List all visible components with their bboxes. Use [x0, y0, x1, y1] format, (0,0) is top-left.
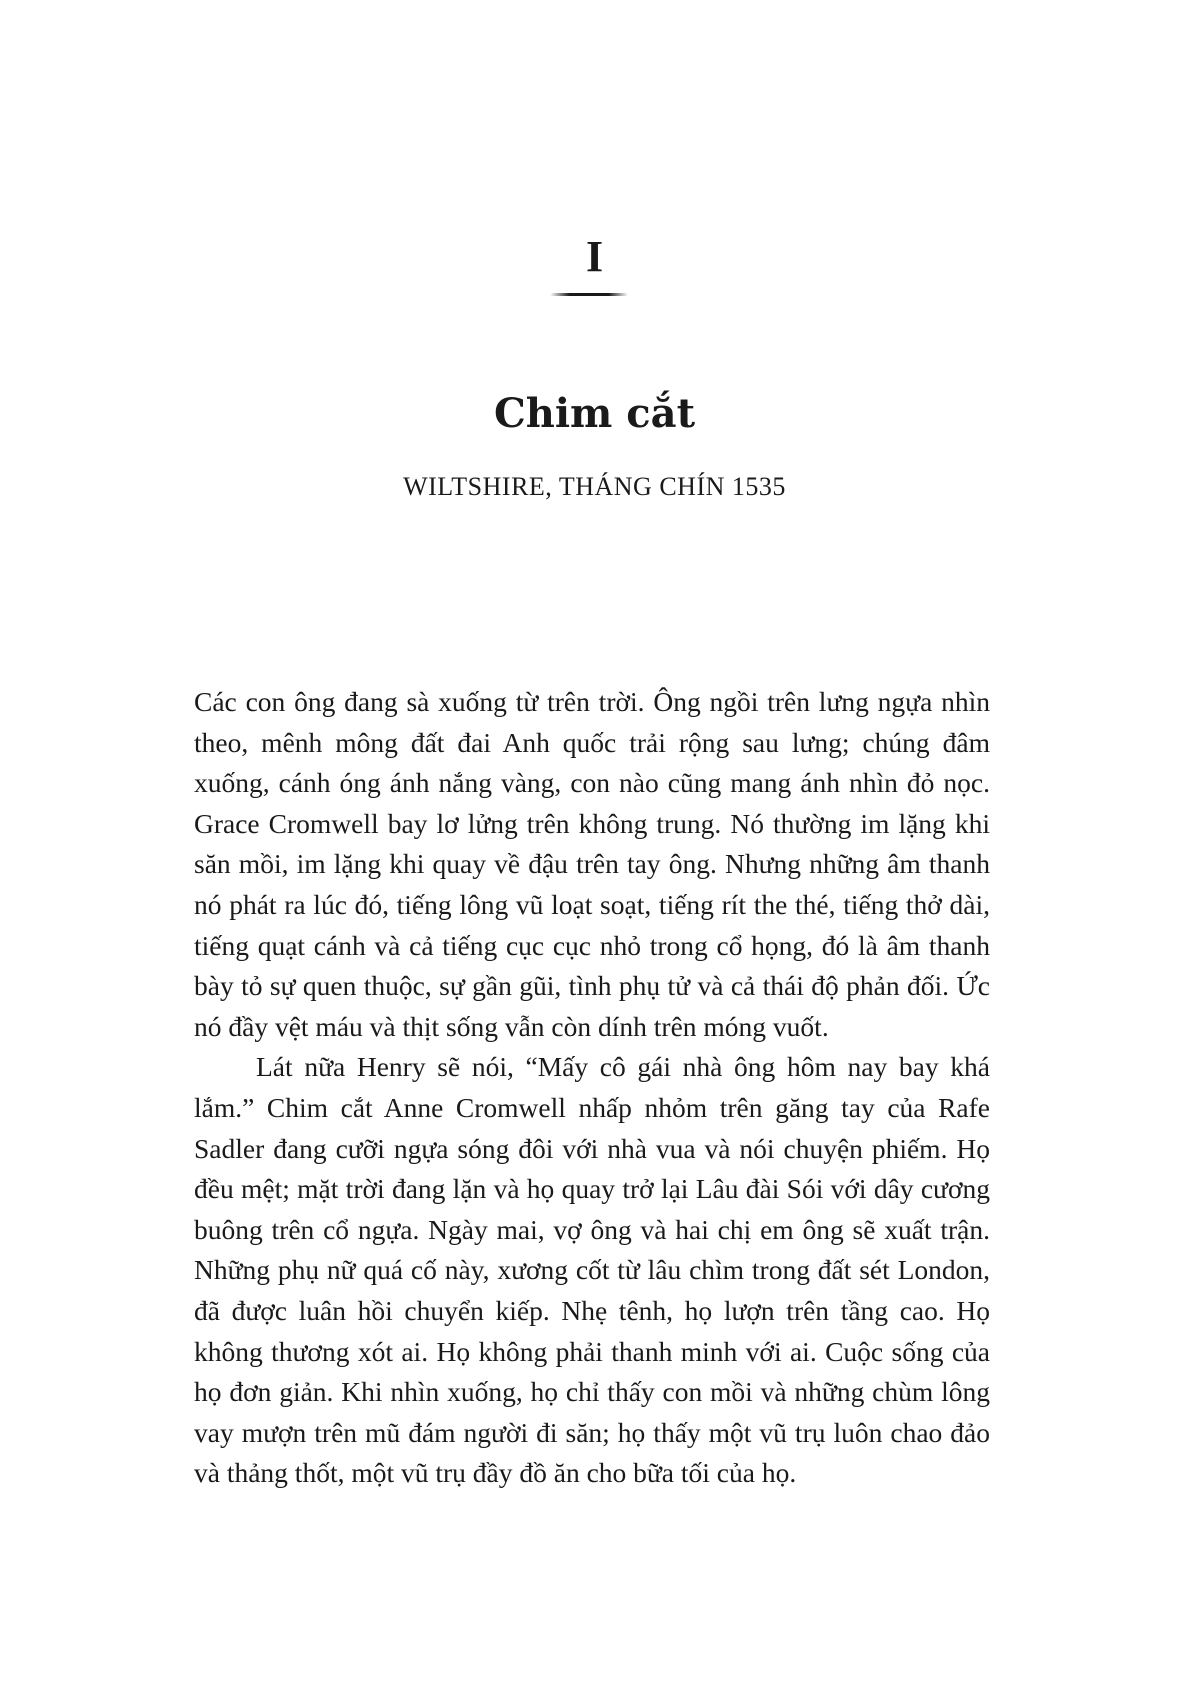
- chapter-title: Chim cắt: [493, 390, 696, 437]
- chapter-number: I: [585, 232, 604, 281]
- chapter-subtitle: WILTSHIRE, THÁNG CHÍN 1535: [403, 472, 786, 501]
- paragraph-1: Các con ông đang sà xuống từ trên trời. Ông ngồi trên lưng ngựa nhìn theo, mênh mông đất đai Anh quốc trải rộng sau lưng; chúng đâm xuống, cánh óng ánh nắng vàng, con nào cũng mang ánh nhìn đỏ nọc. Grace Cromwell bay lơ lửng trên không trung. Nó thường im lặng khi săn mồi, im lặng khi quay về đậu trên tay ông. Nhưng những âm thanh nó phát ra lúc đó, tiếng lông vũ loạt soạt, tiếng rít the thé, tiếng thở dài, tiếng quạt cánh và cả tiếng cục cục nhỏ trong cổ họng, đó là âm thanh bày tỏ sự quen thuộc, sự gần gũi, tình phụ tử và cả thái độ phản đối. Ức nó đầy vệt máu và thịt sống vẫn còn dính trên móng vuốt.: [194, 686, 990, 1042]
- chapter-divider: [550, 293, 628, 296]
- paragraph-2: Lát nữa Henry sẽ nói, “Mấy cô gái nhà ông hôm nay bay khá lắm.” Chim cắt Anne Cromwell nhấp nhỏm trên găng tay của Rafe Sadler đang cưỡi ngựa sóng đôi với nhà vua và nói chuyện phiếm. Họ đều mệt; mặt trời đang lặn và họ quay trở lại Lâu đài Sói với dây cương buông trên cổ ngựa. Ngày mai, vợ ông và hai chị em ông sẽ xuất trận. Những phụ nữ quá cố này, xương cốt từ lâu chìm trong đất sét London, đã được luân hồi chuyển kiếp. Nhẹ tênh, họ lượn trên tầng cao. Họ không thương xót ai. Họ không phải thanh minh với ai. Cuộc sống của họ đơn giản. Khi nhìn xuống, họ chỉ thấy con mồi và những chùm lông vay mượn trên mũ đám người đi săn; họ thấy một vũ trụ luôn chao đảo và thảng thốt, một vũ trụ đầy đồ ăn cho bữa tối của họ.: [194, 1051, 990, 1489]
- chapter-body: [194, 682, 990, 1494]
